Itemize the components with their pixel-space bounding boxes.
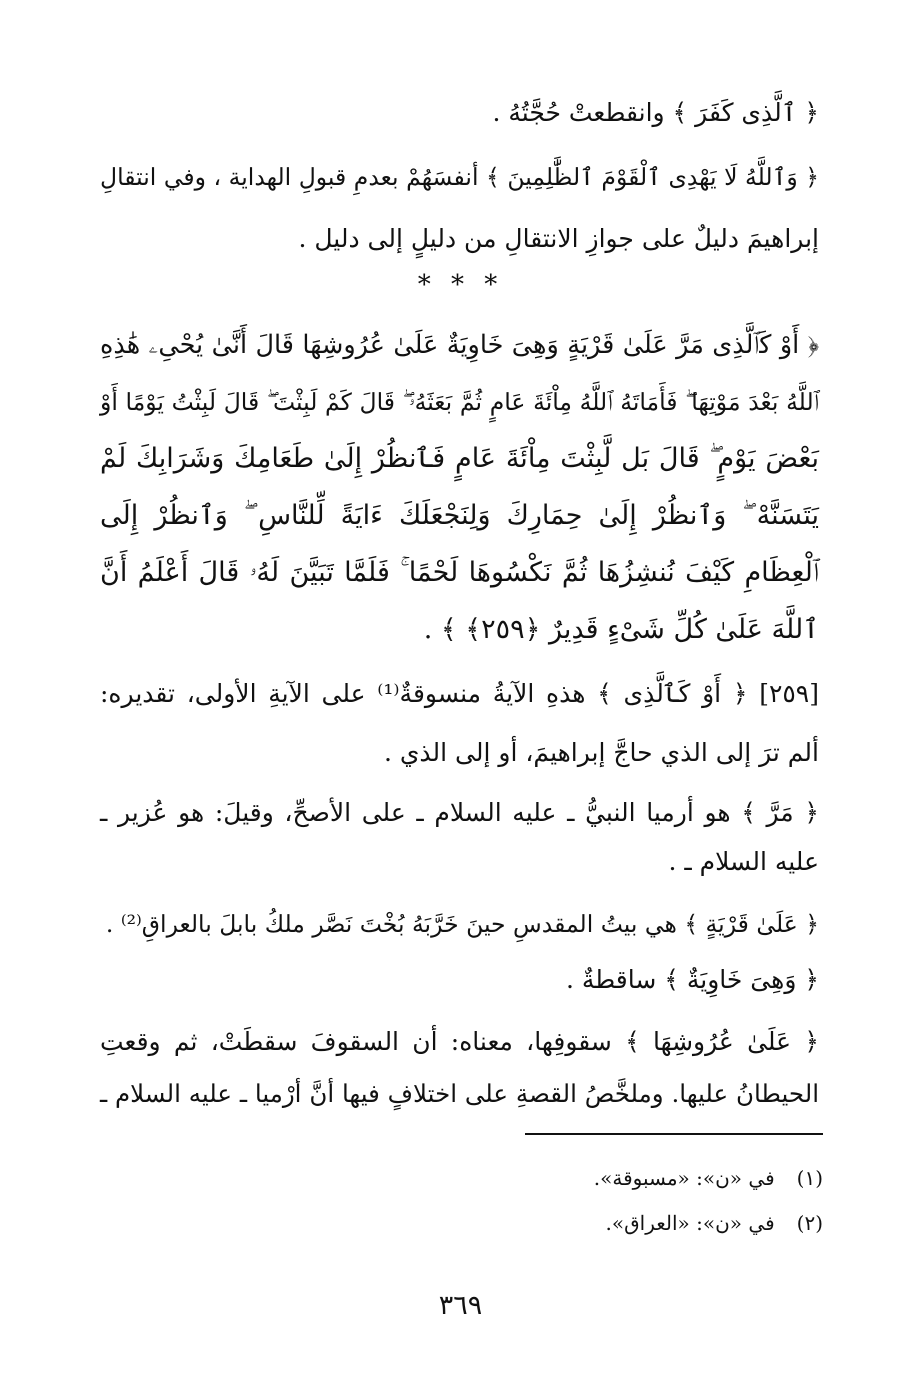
footnote (606, 1209, 823, 1237)
text-line: ﴿ وَٱللَّهُ لَا يَهْدِى ٱلْقَوْمَ ٱلظَّٰلِمِينَ ﴾ أنفسَهُمْ بعدمِ قبولِ الهداية ، وفي انتقالِ (100, 163, 819, 191)
footnote-number: (١) (796, 1166, 823, 1190)
footnote-text: في «ن»: «العراق». (605, 1211, 775, 1235)
commentary-line: [٢٥٩] ﴿ أَوْ كَٱلَّذِى ﴾ هذهِ الآيةُ منسوقةٌ⁽¹⁾ على الآيةِ الأولى، تقديره: (100, 679, 820, 708)
commentary-line: ﴿ وَهِىَ خَاوِيَةٌ ﴾ ساقطةٌ . (565, 965, 819, 994)
footnote-number: (٢) (796, 1211, 823, 1235)
commentary-line: عليه السلام ـ . (668, 847, 819, 876)
verse-line: ٱللَّهَ عَلَىٰ كُلِّ شَىْءٍ قَدِيرٌ ﴿٢٥٩﴾ ﴾ . (423, 614, 819, 645)
verse-line: ﴿ أَوْ كَٱلَّذِى مَرَّ عَلَىٰ قَرْيَةٍ وَهِىَ خَاوِيَةٌ عَلَىٰ عُرُوشِهَا قَالَ أَنَّىٰ يُحْىِۦ هَٰذِهِ (100, 330, 819, 360)
footnote-rule (525, 1133, 823, 1135)
commentary-line: ألم ترَ إلى الذي حاجَّ إبراهيمَ، أو إلى الذي . (383, 738, 819, 767)
text-line: ﴿ ٱلَّذِى كَفَرَ ﴾ وانقطعتْ حُجَّتُهُ . (492, 98, 819, 127)
commentary-line: الحيطانُ عليها. وملخَّصُ القصةِ على اختلافٍ فيها أنَّ أرْميا ـ عليه السلام ـ (100, 1079, 819, 1108)
commentary-line: ﴿ عَلَىٰ قَرْيَةٍ ﴾ هي بيتُ المقدسِ حينَ خَرَّبَهُ بُخْتَ نَصَّر ملكُ بابلَ بالعراقِ⁽²⁾ . (105, 910, 819, 938)
text-line: إبراهيمَ دليلٌ على جوازِ الانتقالِ من دليلٍ إلى دليل . (298, 224, 819, 253)
page-number: ٣٦٩ (438, 1290, 483, 1321)
commentary-line: ﴿ عَلَىٰ عُرُوشِهَا ﴾ سقوفِها، معناه: أن السقوفَ سقطَتْ، ثم وقعتِ (100, 1027, 819, 1056)
verse-line: ٱلْعِظَامِ كَيْفَ نُنشِزُهَا ثُمَّ نَكْسُوهَا لَحْمًا ۚ فَلَمَّا تَبَيَّنَ لَهُۥ قَالَ أَعْلَمُ أَنَّ (100, 557, 819, 588)
footnote-text: في «ن»: «مسبوقة». (593, 1166, 775, 1190)
verse-line: ٱللَّهُ بَعْدَ مَوْتِهَا ۖ فَأَمَاتَهُ ٱللَّهُ مِاْئَةَ عَامٍ ثُمَّ بَعَثَهُۥ ۖ قَالَ كَمْ لَبِثْتَ ۖ قَالَ لَبِثْتُ يَوْمًا أَوْ (100, 388, 819, 416)
verse-line: بَعْضَ يَوْمٍ ۖ قَالَ بَل لَّبِثْتَ مِاْئَةَ عَامٍ فَٱنظُرْ إِلَىٰ طَعَامِكَ وَشَرَابِكَ لَمْ (100, 443, 819, 474)
commentary-line: ﴿ مَرَّ ﴾ هو أرميا النبيُّ ـ عليه السلام ـ على الأصحِّ، وقيلَ: هو عُزير ـ (100, 798, 819, 827)
section-separator: * * * (417, 270, 504, 300)
verse-line: يَتَسَنَّهْ ۖ وَٱنظُرْ إِلَىٰ حِمَارِكَ وَلِنَجْعَلَكَ ءَايَةً لِّلنَّاسِ ۖ وَٱنظُرْ إِلَى (100, 500, 819, 531)
footnote (594, 1164, 823, 1192)
